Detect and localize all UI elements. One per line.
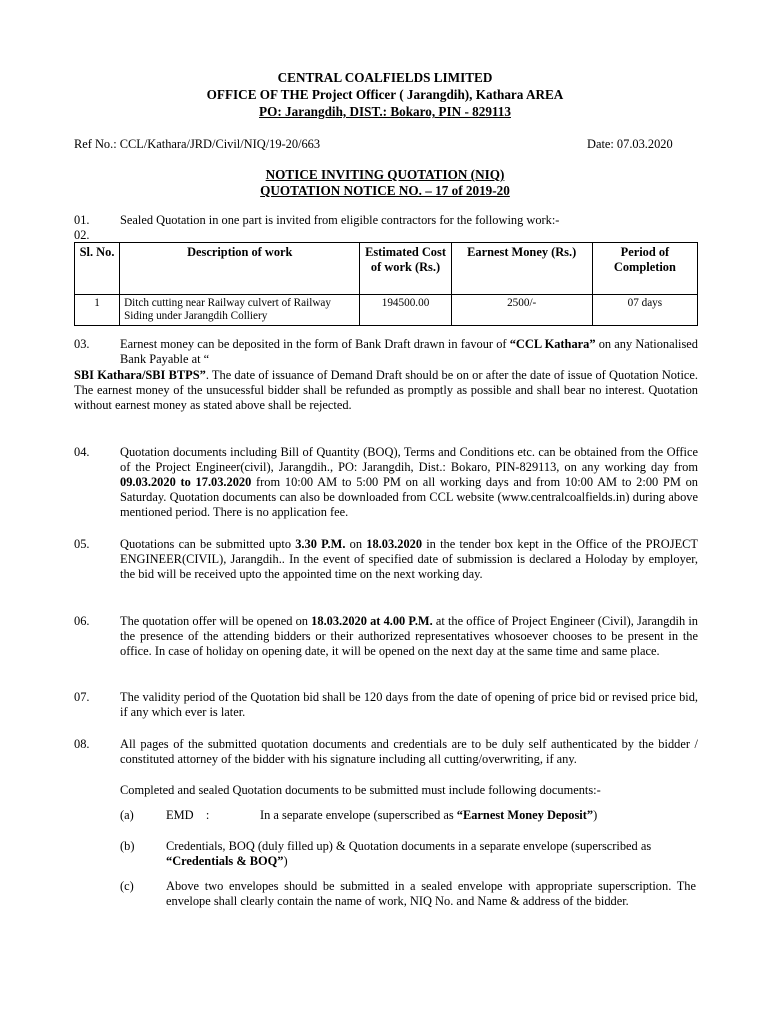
para-05-text: Quotations can be submitted upto 3.30 P.M. on 18.03.2020 in the tender box kept in the Office of the PROJECT ENGINEER(CIVIL), Jarangdih.. In the event of specified date of submission is declared a Holoday by employer, the bid will be received upto the appointed time on the next working day. [120, 537, 698, 581]
office-address: PO: Jarangdih, DIST.: Bokaro, PIN - 829113 [259, 104, 511, 119]
payable-bank: SBI Kathara/SBI BTPS” [74, 368, 206, 382]
sub-item-b-text: Credentials, BOQ (duly filled up) & Quotation documents in a separate envelope (superscribed as “Credentials & BOQ”) [166, 839, 652, 868]
cell-description: Ditch cutting near Railway culvert of Railway Siding under Jarangdih Colliery [120, 295, 360, 326]
cell-period: 07 days [592, 295, 697, 326]
work-table [74, 242, 698, 326]
sub-item-label: (c) [120, 879, 134, 893]
para-number: 04. [74, 445, 90, 459]
para-06-text: The quotation offer will be opened on 18.03.2020 at 4.00 P.M. at the office of Project Engineer (Civil), Jarangdih in the presence of the attending bidders or their authorized representatives whosoever chooses to be present in the office. In case of holiday on opening date, it will be opened on the next day at the same time and same place. [120, 614, 698, 658]
para-03-continued: SBI Kathara/SBI BTPS”. The date of issuance of Demand Draft should be on or after the date of issue of Quotation Notice. The earnest money of the unsucessful bidder shall be refunded as promptly as possible and shall bear no interest. Quotation without earnest money as stated above shall be rejected. [74, 368, 698, 412]
para-number: 03. [74, 337, 90, 351]
para-08-text-2: Completed and sealed Quotation documents to be submitted must include following documents:- [120, 783, 601, 797]
para-07-text: The validity period of the Quotation bid shall be 120 days from the date of opening of price bid or revised price bid, if any which ever is later. [120, 690, 698, 719]
submission-time: 3.30 P.M. [295, 537, 346, 551]
issue-period: 09.03.2020 to 17.03.2020 [120, 475, 252, 489]
table-header-row [75, 243, 698, 295]
col-header-earnest: Earnest Money (Rs.) [451, 243, 592, 295]
para-number: 02. [74, 228, 90, 242]
sub-item-label: (b) [120, 839, 135, 853]
cell-earnest: 2500/- [451, 295, 592, 326]
para-number: 07. [74, 690, 90, 704]
para-04-text: Quotation documents including Bill of Quantity (BOQ), Terms and Conditions etc. can be obtained from the Office of the Project Engineer(civil), Jarangdih., PO: Jarangdih, Dist.: Bokaro, PIN-829113, on any working day from 09.03.2020 to 17.03.2020 from 10:00 AM to 5:00 PM on all working days and from 10:00 AM to 2:00 PM on Saturday. Quotation documents can also be downloaded from CCL website (www.centralcoalfields.in) during above mentioned period. There is no application fee. [120, 445, 698, 519]
para-number: 08. [74, 737, 90, 751]
reference-number: Ref No.: CCL/Kathara/JRD/Civil/NIQ/19-20/663 [74, 137, 321, 151]
para-number: 05. [74, 537, 90, 551]
sub-item-label: (a) [120, 808, 134, 822]
notice-title: NOTICE INVITING QUOTATION (NIQ) [265, 167, 505, 182]
col-header-description: Description of work [120, 243, 360, 295]
para-08-text: All pages of the submitted quotation documents and credentials are to be duly self authenticated by the bidder / constituted attorney of the bidder with his signature including all cutting/overwriting, if any. [120, 737, 698, 766]
cell-sl: 1 [75, 295, 120, 326]
col-header-cost: Estimated Cost of work (Rs.) [360, 243, 451, 295]
para-01-text: Sealed Quotation in one part is invited from eligible contractors for the following work:- [120, 213, 560, 227]
notice-date: Date: 07.03.2020 [587, 137, 673, 151]
sub-item-a-text: In a separate envelope (superscribed as “Earnest Money Deposit”) [260, 808, 598, 822]
submission-date: 18.03.2020 [366, 537, 423, 551]
sub-item-c-text: Above two envelopes should be submitted in a sealed envelope with appropriate superscription. The envelope shall clearly contain the name of work, NIQ No. and Name & address of the bidder. [166, 879, 696, 908]
opening-datetime: 18.03.2020 at 4.00 P.M. [311, 614, 433, 628]
para-03-text: Earnest money can be deposited in the form of Bank Draft drawn in favour of “CCL Kathara” on any Nationalised Bank Payable at “ [120, 337, 698, 366]
table-row [75, 295, 698, 326]
emd-label: EMD : [166, 808, 210, 822]
notice-number: QUOTATION NOTICE NO. – 17 of 2019-20 [260, 183, 510, 198]
company-name: CENTRAL COALFIELDS LIMITED [277, 70, 493, 85]
col-header-sl: Sl. No. [75, 243, 120, 295]
para-number: 06. [74, 614, 90, 628]
col-header-period: Period of Completion [592, 243, 697, 295]
office-name: OFFICE OF THE Project Officer ( Jarangdih), Kathara AREA [206, 87, 564, 102]
payee-name: “CCL Kathara” [509, 337, 596, 351]
cell-cost: 194500.00 [360, 295, 451, 326]
para-number: 01. [74, 213, 90, 227]
